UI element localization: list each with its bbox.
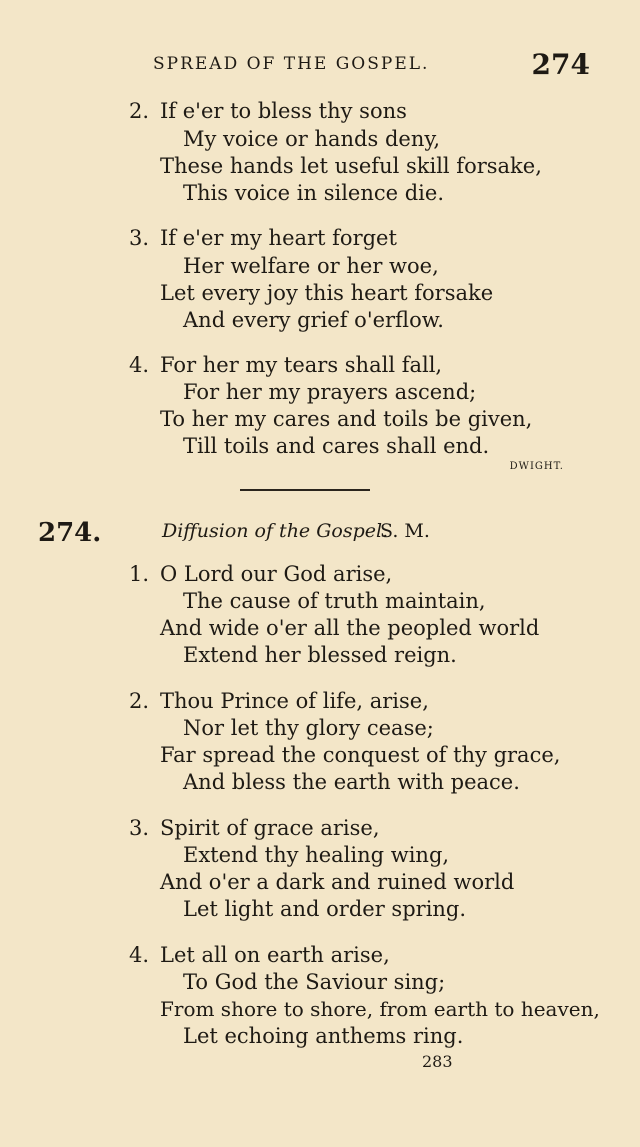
verse-line: O Lord our God arise, (160, 562, 393, 586)
page-hymn-number: 274 (531, 48, 590, 81)
author-attribution: DWIGHT. (509, 461, 564, 472)
verse-line: And wide o'er all the peopled world (160, 616, 540, 640)
stanza-number: 1. (129, 562, 150, 586)
verse-line: From shore to shore, from earth to heaven, (160, 997, 600, 1021)
verse-line: Extend thy healing wing, (183, 843, 450, 867)
section-divider (240, 489, 370, 491)
hymn-title: Diffusion of the Gospel. (162, 520, 389, 542)
verse-line: And every grief o'erflow. (183, 308, 444, 332)
hymn-meter: S. M. (380, 520, 430, 542)
stanza-number: 3. (129, 226, 150, 250)
verse-line: My voice or hands deny, (183, 127, 441, 151)
verse-line: Let echoing anthems ring. (183, 1024, 464, 1048)
verse-line: If e'er my heart forget (160, 226, 397, 250)
verse-line: Nor let thy glory cease; (183, 716, 434, 740)
verse-line: The cause of truth maintain, (183, 589, 486, 613)
verse-line: And bless the earth with peace. (183, 770, 520, 794)
stanza-number: 2. (129, 99, 150, 123)
verse-line: This voice in silence die. (183, 181, 444, 205)
verse-line: For her my prayers ascend; (183, 380, 477, 404)
stanza-number: 4. (129, 943, 150, 967)
verse-line: Far spread the conquest of thy grace, (160, 743, 561, 767)
running-title: SPREAD OF THE GOSPEL. (153, 54, 430, 74)
verse-line: Let light and order spring. (183, 897, 467, 921)
page-number: 283 (422, 1052, 453, 1071)
hymn-number: 274. (38, 518, 102, 548)
verse-line: To her my cares and toils be given, (160, 407, 533, 431)
verse-line: Let all on earth arise, (160, 943, 390, 967)
stanza-number: 2. (129, 689, 150, 713)
verse-line: Extend her blessed reign. (183, 643, 457, 667)
verse-line: Spirit of grace arise, (160, 816, 380, 840)
stanza-number: 3. (129, 816, 150, 840)
verse-line: Till toils and cares shall end. (183, 434, 490, 458)
verse-line: Thou Prince of life, arise, (160, 689, 429, 713)
verse-line: These hands let useful skill forsake, (160, 154, 542, 178)
verse-line: Her welfare or her woe, (183, 254, 439, 278)
verse-line: To God the Saviour sing; (183, 970, 446, 994)
verse-line: And o'er a dark and ruined world (160, 870, 515, 894)
verse-line: Let every joy this heart forsake (160, 281, 494, 305)
verse-line: For her my tears shall fall, (160, 353, 443, 377)
verse-line: If e'er to bless thy sons (160, 99, 407, 123)
stanza-number: 4. (129, 353, 150, 377)
